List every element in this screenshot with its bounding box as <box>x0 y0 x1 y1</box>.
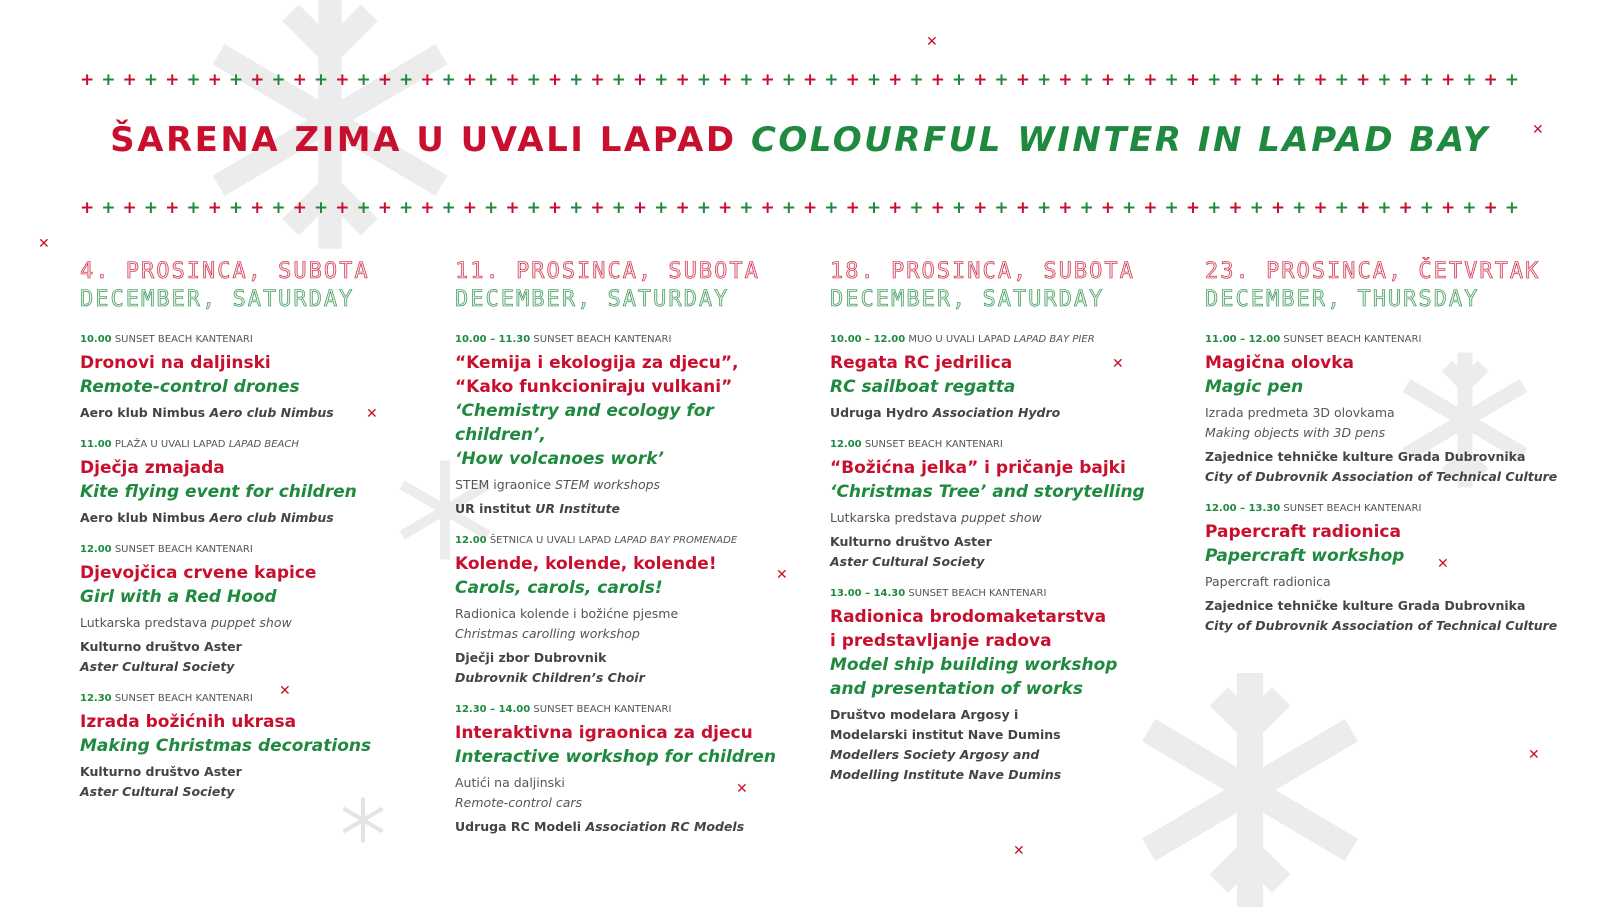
plus-icon: + <box>1079 197 1094 218</box>
plus-icon: + <box>356 69 371 90</box>
plus-icon: + <box>1036 69 1052 90</box>
event-organizer-croatian: Dječji zbor Dubrovnik <box>455 650 607 665</box>
plus-icon: + <box>824 69 839 90</box>
event-location: PLAŽA U UVALI LAPAD <box>114 439 226 450</box>
plus-icon: + <box>739 197 754 218</box>
event-meta <box>1205 503 1565 514</box>
plus-icon: + <box>377 197 392 218</box>
event-title-croatian: Magična olovka <box>1205 353 1354 373</box>
plus-icon: + <box>1270 197 1286 218</box>
plus-icon: + <box>569 69 584 90</box>
event-title-english: Making Christmas decorations <box>80 736 372 756</box>
plus-icon: + <box>1377 69 1392 90</box>
plus-icon: + <box>951 197 967 218</box>
plus-icon: + <box>1143 197 1158 218</box>
plus-icon: + <box>80 69 95 90</box>
plus-icon: + <box>1079 69 1094 90</box>
plus-icon: + <box>271 69 286 90</box>
plus-icon: + <box>1398 69 1413 90</box>
plus-icon: + <box>632 197 648 218</box>
plus-icon: + <box>1270 69 1286 90</box>
plus-icon: + <box>1185 69 1201 90</box>
plus-icon: + <box>1483 69 1498 90</box>
plus-icon: + <box>569 197 584 218</box>
plus-icon: + <box>590 69 605 90</box>
event-title-english: Remote-control drones <box>80 377 300 397</box>
event-location: MUO U UVALI LAPAD <box>908 334 1011 345</box>
event-organizer <box>80 508 420 528</box>
plus-icon: + <box>186 69 201 90</box>
plus-icon: + <box>292 197 307 218</box>
event-location: SUNSET BEACH KANTENARI <box>533 704 672 715</box>
plus-icon: + <box>1058 197 1073 218</box>
day-heading-english: DECEMBER, THURSDAY <box>1205 287 1480 312</box>
plus-icon: + <box>547 69 563 90</box>
plus-icon: + <box>888 69 903 90</box>
event-organizer-english: Association Hydro <box>932 405 1061 420</box>
plus-icon: + <box>1313 197 1328 218</box>
plus-icon: + <box>143 69 159 90</box>
event-item <box>455 704 795 837</box>
plus-icon: + <box>207 69 222 90</box>
plus-icon: + <box>377 69 392 90</box>
cross-icon: ✕ <box>1112 356 1124 372</box>
plus-border-bottom <box>80 198 1520 218</box>
event-organizer-english: City of Dubrovnik Association of Technical Culture <box>1205 469 1558 484</box>
plus-icon: + <box>1355 69 1371 90</box>
plus-icon: + <box>1185 197 1201 218</box>
event-location: ŠETNICA U UVALI LAPAD <box>489 535 612 546</box>
day-column <box>455 258 795 853</box>
event-organizer-english: Aster Cultural Society <box>830 554 985 569</box>
plus-icon: + <box>1355 197 1371 218</box>
event-title-croatian: “Kemija i ekologija za djecu”, “Kako funkcioniraju vulkani” <box>455 353 739 397</box>
plus-icon: + <box>739 69 754 90</box>
event-description-english: puppet show <box>961 510 1042 525</box>
plus-icon: + <box>1419 69 1434 90</box>
event-organizer-croatian: Udruga Hydro <box>830 405 929 420</box>
event-organizer-english: Modellers Society Argosy and Modelling Institute Nave Dumins <box>830 747 1062 782</box>
event-title-english: Papercraft workshop <box>1205 546 1405 566</box>
plus-icon: + <box>845 197 860 218</box>
plus-icon: + <box>760 69 775 90</box>
event-item <box>80 334 420 423</box>
event-title-croatian: Dječja zmajada <box>80 458 225 478</box>
event-description-english: puppet show <box>211 615 292 630</box>
plus-icon: + <box>420 69 435 90</box>
plus-icon: + <box>207 197 222 218</box>
plus-icon: + <box>1164 197 1179 218</box>
event-meta <box>830 334 1160 345</box>
event-item <box>80 693 420 802</box>
day-column <box>80 258 420 818</box>
plus-icon: + <box>973 69 988 90</box>
plus-icon: + <box>1207 69 1222 90</box>
event-location: SUNSET BEACH KANTENARI <box>1283 503 1422 514</box>
plus-icon: + <box>1462 197 1477 218</box>
event-time: 12.00 – 13.30 <box>1205 503 1281 514</box>
plus-icon: + <box>1015 69 1030 90</box>
plus-icon: + <box>292 69 307 90</box>
plus-icon: + <box>1313 69 1328 90</box>
event-time: 12.00 <box>830 439 862 450</box>
plus-icon: + <box>122 197 137 218</box>
plus-icon: + <box>1292 69 1307 90</box>
plus-icon: + <box>484 197 499 218</box>
plus-icon: + <box>313 197 329 218</box>
day-heading-croatian: 18. PROSINCA, SUBOTA <box>830 259 1135 284</box>
plus-icon: + <box>1441 197 1456 218</box>
plus-icon: + <box>398 197 414 218</box>
event-organizer <box>80 403 420 423</box>
plus-icon: + <box>1334 197 1349 218</box>
plus-icon: + <box>547 197 563 218</box>
event-title-croatian: Izrada božićnih ukrasa <box>80 712 297 732</box>
plus-icon: + <box>101 69 116 90</box>
day-column <box>830 258 1160 801</box>
plus-icon: + <box>1228 69 1243 90</box>
plus-icon: + <box>696 69 711 90</box>
event-organizer-croatian: Kulturno društvo Aster <box>830 534 992 549</box>
event-title-english: Magic pen <box>1205 377 1304 397</box>
event-title-croatian: Regata RC jedrilica <box>830 353 1013 373</box>
event-location: SUNSET BEACH KANTENARI <box>114 693 253 704</box>
event-meta <box>80 439 420 450</box>
plus-border-top <box>80 70 1520 90</box>
cross-icon: ✕ <box>366 406 378 422</box>
day-heading-english: DECEMBER, SATURDAY <box>80 287 355 312</box>
cross-icon: ✕ <box>38 236 50 252</box>
plus-icon: + <box>654 69 669 90</box>
plus-icon: + <box>484 69 499 90</box>
event-description-croatian: Izrada predmeta 3D olovkama <box>1205 405 1395 420</box>
plus-icon: + <box>1504 197 1520 218</box>
plus-icon: + <box>930 197 945 218</box>
event-title-english: Model ship building workshop and presentation of works <box>830 655 1118 699</box>
event-description-croatian: Autići na daljinski <box>455 775 565 790</box>
plus-icon: + <box>398 69 414 90</box>
event-title-english: Interactive workshop for children <box>455 747 776 767</box>
event-organizer-croatian: Zajednice tehničke kulture Grada Dubrovnika <box>1205 449 1526 464</box>
plus-icon: + <box>313 69 329 90</box>
event-organizer-croatian: Aero klub Nimbus <box>80 405 206 420</box>
day-heading-croatian: 4. PROSINCA, SUBOTA <box>80 259 370 284</box>
plus-icon: + <box>250 197 265 218</box>
event-meta <box>80 693 420 704</box>
plus-icon: + <box>760 197 775 218</box>
plus-icon: + <box>717 69 733 90</box>
plus-icon: + <box>675 69 690 90</box>
event-meta <box>455 535 795 546</box>
event-time: 10.00 <box>80 334 112 345</box>
event-title-croatian: Djevojčica crvene kapice <box>80 563 317 583</box>
event-item <box>830 334 1160 423</box>
event-title-english: ‘Christmas Tree’ and storytelling <box>830 482 1145 502</box>
event-title-croatian: Radionica brodomaketarstva i predstavljanje radova <box>830 607 1107 651</box>
event-location: SUNSET BEACH KANTENARI <box>533 334 672 345</box>
event-location: SUNSET BEACH KANTENARI <box>908 588 1047 599</box>
plus-icon: + <box>526 197 541 218</box>
plus-icon: + <box>1249 197 1264 218</box>
day-column <box>1205 258 1565 652</box>
event-organizer <box>455 499 795 519</box>
plus-icon: + <box>951 69 967 90</box>
event-meta <box>1205 334 1565 345</box>
event-description <box>830 508 1160 528</box>
plus-icon: + <box>611 197 626 218</box>
event-description-english: Christmas carolling workshop <box>455 626 640 641</box>
plus-icon: + <box>1249 69 1264 90</box>
event-title-english: Girl with a Red Hood <box>80 587 277 607</box>
plus-icon: + <box>165 197 180 218</box>
event-organizer-croatian: Aero klub Nimbus <box>80 510 206 525</box>
plus-icon: + <box>866 197 882 218</box>
cross-icon: ✕ <box>926 34 938 50</box>
plus-icon: + <box>1015 197 1030 218</box>
event-organizer-english: Aero club Nimbus <box>209 510 334 525</box>
event-organizer-croatian: Zajednice tehničke kulture Grada Dubrovnika <box>1205 598 1526 613</box>
plus-icon: + <box>1419 197 1434 218</box>
plus-icon: + <box>824 197 839 218</box>
event-time: 12.30 – 14.00 <box>455 704 531 715</box>
plus-icon: + <box>1292 197 1307 218</box>
event-time: 13.00 – 14.30 <box>830 588 906 599</box>
event-description-croatian: Lutkarska predstava <box>80 615 208 630</box>
plus-icon: + <box>611 69 626 90</box>
event-description-croatian: Lutkarska predstava <box>830 510 958 525</box>
plus-icon: + <box>271 197 286 218</box>
plus-icon: + <box>1164 69 1179 90</box>
event-item <box>80 544 420 677</box>
plus-icon: + <box>80 197 95 218</box>
day-heading-croatian: 23. PROSINCA, ČETVRTAK <box>1205 259 1541 284</box>
event-time: 12.30 <box>80 693 112 704</box>
event-meta <box>80 334 420 345</box>
event-title-croatian: Papercraft radionica <box>1205 522 1401 542</box>
event-organizer <box>830 403 1160 423</box>
plus-icon: + <box>1398 197 1413 218</box>
event-title-english: Kite flying event for children <box>80 482 357 502</box>
plus-icon: + <box>505 69 520 90</box>
cross-icon: ✕ <box>1013 843 1025 859</box>
plus-icon: + <box>441 69 456 90</box>
event-location: SUNSET BEACH KANTENARI <box>1283 334 1422 345</box>
plus-icon: + <box>781 69 797 90</box>
day-heading-croatian: 11. PROSINCA, SUBOTA <box>455 259 760 284</box>
event-time: 10.00 – 11.30 <box>455 334 531 345</box>
event-item <box>1205 503 1565 636</box>
event-description-croatian: Papercraft radionica <box>1205 574 1331 589</box>
event-description-croatian: Radionica kolende i božićne pjesme <box>455 606 679 621</box>
event-description-english: Remote-control cars <box>455 795 583 810</box>
event-organizer-english: UR Institute <box>535 501 620 516</box>
plus-icon: + <box>1122 197 1137 218</box>
plus-icon: + <box>505 197 520 218</box>
plus-icon: + <box>1122 69 1137 90</box>
event-title-english: RC sailboat regatta <box>830 377 1016 397</box>
plus-icon: + <box>696 197 711 218</box>
plus-icon: + <box>228 69 244 90</box>
plus-icon: + <box>1143 69 1158 90</box>
event-location-english: LAPAD BAY PROMENADE <box>614 535 738 546</box>
event-item <box>830 439 1160 572</box>
plus-icon: + <box>632 69 648 90</box>
plus-icon: + <box>803 69 818 90</box>
event-organizer-english: Dubrovnik Children’s Choir <box>455 670 645 685</box>
event-item <box>80 439 420 528</box>
cross-icon: ✕ <box>736 781 748 797</box>
event-description-english: Making objects with 3D pens <box>1205 425 1386 440</box>
event-location: SUNSET BEACH KANTENARI <box>114 334 253 345</box>
plus-icon: + <box>1100 197 1115 218</box>
plus-icon: + <box>909 197 924 218</box>
plus-icon: + <box>420 197 435 218</box>
event-description-english: STEM workshops <box>555 477 661 492</box>
event-title-english: ‘Chemistry and ecology for children’, ‘How volcanoes work’ <box>455 401 714 469</box>
event-organizer-croatian: UR institut <box>455 501 531 516</box>
event-meta <box>80 544 420 555</box>
event-organizer-croatian: Društvo modelara Argosy i Modelarski institut Nave Dumins <box>830 707 1061 742</box>
page-title <box>80 120 1520 160</box>
plus-icon: + <box>526 69 541 90</box>
plus-icon: + <box>845 69 860 90</box>
event-organizer <box>455 817 795 837</box>
event-location: SUNSET BEACH KANTENARI <box>114 544 253 555</box>
event-time: 12.00 <box>455 535 487 546</box>
plus-icon: + <box>866 69 882 90</box>
plus-icon: + <box>462 197 478 218</box>
event-time: 11.00 – 12.00 <box>1205 334 1281 345</box>
plus-icon: + <box>1441 69 1456 90</box>
plus-icon: + <box>717 197 733 218</box>
event-meta <box>455 334 795 345</box>
event-title-croatian: Kolende, kolende, kolende! <box>455 554 717 574</box>
event-description <box>80 613 420 633</box>
plus-icon: + <box>186 197 201 218</box>
event-meta <box>830 588 1160 599</box>
cross-icon: ✕ <box>1528 747 1540 763</box>
plus-icon: + <box>675 197 690 218</box>
title-english: COLOURFUL WINTER IN LAPAD BAY <box>750 120 1490 160</box>
event-title-croatian: Dronovi na daljinski <box>80 353 271 373</box>
plus-icon: + <box>1207 197 1222 218</box>
event-time: 10.00 – 12.00 <box>830 334 906 345</box>
event-location: SUNSET BEACH KANTENARI <box>864 439 1003 450</box>
plus-icon: + <box>335 69 350 90</box>
plus-icon: + <box>1504 69 1520 90</box>
plus-icon: + <box>1036 197 1052 218</box>
plus-icon: + <box>994 197 1009 218</box>
plus-icon: + <box>101 197 116 218</box>
plus-icon: + <box>122 69 137 90</box>
event-organizer-english: Association RC Models <box>585 819 745 834</box>
event-organizer-croatian: Udruga RC Modeli <box>455 819 582 834</box>
event-item <box>455 535 795 688</box>
event-meta <box>455 704 795 715</box>
event-title-croatian: Interaktivna igraonica za djecu <box>455 723 753 743</box>
plus-icon: + <box>1483 197 1498 218</box>
cross-icon: ✕ <box>776 567 788 583</box>
plus-icon: + <box>462 69 478 90</box>
event-organizer-english: Aster Cultural Society <box>80 659 235 674</box>
event-item <box>830 588 1160 785</box>
plus-icon: + <box>165 69 180 90</box>
day-heading-english: DECEMBER, SATURDAY <box>830 287 1105 312</box>
plus-icon: + <box>1058 69 1073 90</box>
event-time: 12.00 <box>80 544 112 555</box>
event-time: 11.00 <box>80 439 112 450</box>
event-item <box>1205 334 1565 487</box>
plus-icon: + <box>803 197 818 218</box>
plus-icon: + <box>356 197 371 218</box>
event-description-croatian: STEM igraonice <box>455 477 552 492</box>
event-title-croatian: “Božićna jelka” i pričanje bajki <box>830 458 1126 478</box>
event-organizer-english: Aster Cultural Society <box>80 784 235 799</box>
plus-icon: + <box>1334 69 1349 90</box>
event-location-english: LAPAD BEACH <box>228 439 299 450</box>
event-organizer-english: City of Dubrovnik Association of Technical Culture <box>1205 618 1558 633</box>
event-title-english: Carols, carols, carols! <box>455 578 663 598</box>
plus-icon: + <box>590 197 605 218</box>
plus-icon: + <box>930 69 945 90</box>
event-description <box>455 475 795 495</box>
event-location-english: LAPAD BAY PIER <box>1013 334 1095 345</box>
plus-icon: + <box>654 197 669 218</box>
event-item <box>455 334 795 519</box>
event-organizer-english: Aero club Nimbus <box>209 405 334 420</box>
plus-icon: + <box>888 197 903 218</box>
event-organizer-croatian: Kulturno društvo Aster <box>80 764 242 779</box>
plus-icon: + <box>1100 69 1115 90</box>
event-organizer-croatian: Kulturno društvo Aster <box>80 639 242 654</box>
plus-icon: + <box>781 197 797 218</box>
plus-icon: + <box>228 197 244 218</box>
cross-icon: ✕ <box>279 683 291 699</box>
plus-icon: + <box>994 69 1009 90</box>
plus-icon: + <box>1228 197 1243 218</box>
title-croatian: ŠARENA ZIMA U UVALI LAPAD <box>110 120 737 160</box>
plus-icon: + <box>441 197 456 218</box>
plus-icon: + <box>143 197 159 218</box>
plus-icon: + <box>335 197 350 218</box>
day-heading-english: DECEMBER, SATURDAY <box>455 287 730 312</box>
plus-icon: + <box>909 69 924 90</box>
plus-icon: + <box>1462 69 1477 90</box>
cross-icon: ✕ <box>1532 122 1544 138</box>
event-meta <box>830 439 1160 450</box>
plus-icon: + <box>973 197 988 218</box>
plus-icon: + <box>1377 197 1392 218</box>
cross-icon: ✕ <box>1437 556 1449 572</box>
plus-icon: + <box>250 69 265 90</box>
